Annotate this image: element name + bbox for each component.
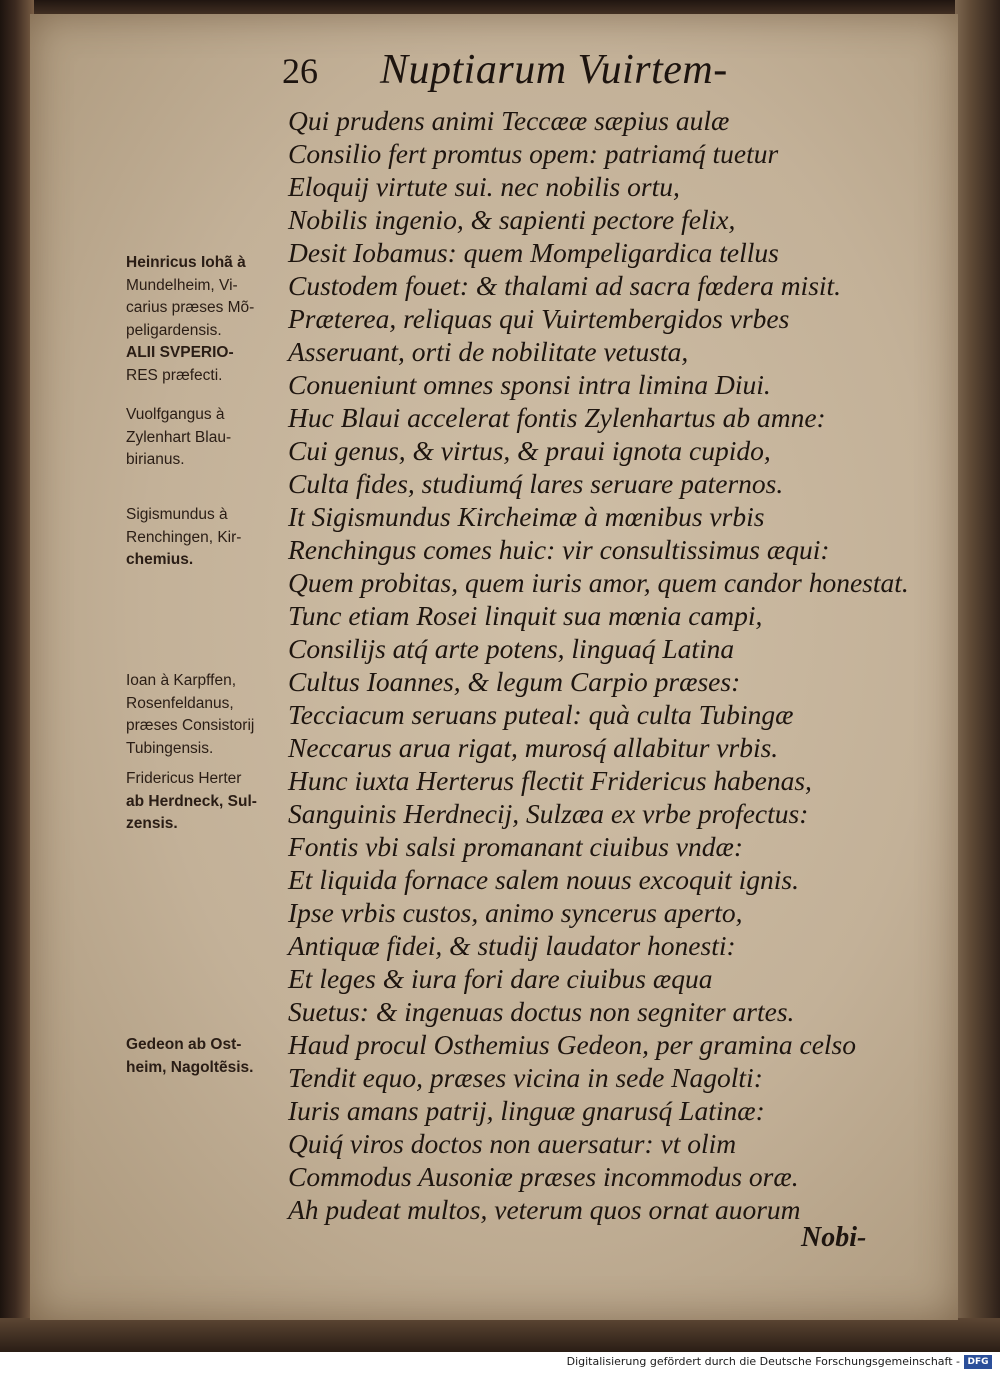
marginal-note-line: Mundelheim, Vi-: [126, 276, 238, 294]
marginal-note-line: præses Consistorij: [126, 717, 255, 734]
verse-line: Præterea, reliquas qui Vuirtembergidos vrbes: [288, 303, 790, 334]
verse-line: Et leges & iura fori dare ciuibus æqua: [288, 963, 713, 994]
verse-line: Asseruant, orti de nobilitate vetusta,: [288, 336, 689, 367]
marginal-note-line: Ioan à Karpffen,: [126, 672, 237, 689]
marginal-note-line: RES præfecti.: [126, 366, 223, 384]
marginal-note-line: heim, Nagoltẽsis.: [126, 1058, 254, 1076]
verse-line: Ipse vrbis custos, animo syncerus aperto,: [288, 897, 743, 928]
marginal-note-line: carius præses Mõ-: [126, 299, 255, 316]
marginal-note-line: Fridericus Herter: [126, 770, 242, 787]
verse-line: Quiq́ viros doctos non auersatur: vt olim: [288, 1128, 737, 1159]
catchword: Nobi-: [801, 1222, 867, 1253]
funding-credit: Digitalisierung gefördert durch die Deutsche Forschungsgemeinschaft -: [566, 1355, 960, 1368]
page-number: 26: [282, 51, 318, 91]
verse-line: Haud procul Osthemius Gedeon, per gramina celso: [288, 1029, 857, 1060]
marginal-note-alii-superiores: [126, 342, 291, 387]
verse-line: Iuris amans patrij, linguæ gnarusq́ Latinæ:: [288, 1095, 765, 1126]
verse-line: Neccarus arua rigat, murosq́ allabitur vrbis.: [288, 732, 779, 763]
verse-line: Tendit equo, præses vicina in sede Nagolti:: [288, 1062, 763, 1093]
marginal-note-line: ab Herdneck, Sul-: [126, 792, 257, 810]
verse-line: Quem probitas, quem iuris amor, quem candor honestat.: [288, 567, 909, 598]
verse-line: Tecciacum seruans puteal: quà culta Tubingæ: [288, 699, 794, 730]
dfg-logo-icon: DFG: [964, 1355, 992, 1369]
marginal-note-line: chemius.: [126, 551, 194, 568]
running-head: Nuptiarum Vuirtem-: [380, 47, 728, 93]
marginal-note-line: Rosenfeldanus,: [126, 694, 234, 712]
marginal-note-line: Gedeon ab Ost-: [126, 1036, 242, 1053]
marginal-note-line: Vuolfgangus à: [126, 406, 225, 423]
verse-line: Fontis vbi salsi promanant ciuibus vndæ:: [288, 831, 744, 862]
page-header: [282, 46, 802, 100]
digitization-footer: [0, 1352, 1000, 1373]
verse-line: Consilijs atq́ arte potens, linguaq́ Latina: [288, 633, 735, 664]
scan-frame-left: [0, 0, 34, 1352]
verse-line: Eloquij virtute sui. nec nobilis ortu,: [288, 171, 680, 202]
verse-line: Cui genus, & virtus, & praui ignota cupido,: [288, 435, 771, 466]
verse-line: Huc Blaui accelerat fontis Zylenhartus ab amne:: [288, 402, 826, 433]
marginal-note-line: Sigismundus à: [126, 506, 228, 523]
marginal-note-line: Tubingensis.: [126, 739, 214, 757]
marginal-note-ioan: [126, 670, 291, 760]
verse-line: Desit Iobamus: quem Mompeligardica tellus: [288, 237, 779, 268]
verse-line: Conueniunt omnes sponsi intra limina Diui.: [288, 369, 771, 400]
verse-line: Antiquæ fidei, & studij laudator honesti:: [288, 930, 736, 961]
marginal-note-sigismundus: [126, 504, 291, 572]
marginal-note-line: peligardensis.: [126, 321, 222, 339]
marginal-note-vuolfgangus: [126, 404, 291, 472]
verse-line: Renchingus comes huic: vir consultissimus æqui:: [288, 534, 830, 565]
verse-block: [288, 104, 928, 1226]
verse-line: Tunc etiam Rosei linquit sua mœnia campi,: [288, 600, 763, 631]
verse-line: Consilio fert promtus opem: patriamq́ tuetur: [288, 138, 779, 169]
verse-line: It Sigismundus Kircheimæ à mœnibus vrbis: [288, 501, 765, 532]
verse-line: Ah pudeat multos, veterum quos ornat auorum: [288, 1194, 801, 1225]
scan-frame-bottom: [0, 1318, 1000, 1352]
verse-line: Cultus Ioannes, & legum Carpio præses:: [288, 666, 741, 697]
verse-line: Suetus: & ingenuas doctus non segniter artes.: [288, 996, 795, 1027]
verse-line: Sanguinis Herdnecij, Sulzæa ex vrbe profectus:: [288, 798, 809, 829]
marginal-note-line: Zylenhart Blau-: [126, 428, 232, 446]
verse-line: Hunc iuxta Herterus flectit Fridericus habenas,: [288, 765, 812, 796]
marginal-note-heinricus: [126, 252, 291, 342]
marginal-note-line: birianus.: [126, 451, 185, 468]
verse-line: Commodus Ausoniæ præses incommodus oræ.: [288, 1161, 799, 1192]
verse-line: Culta fides, studiumq́ lares seruare paternos.: [288, 468, 784, 499]
marginal-note-fridericus: [126, 768, 291, 836]
marginal-note-gedeon: [126, 1034, 291, 1079]
verse-line: Et liquida fornace salem nouus excoquit ignis.: [288, 864, 799, 895]
verse-line: Custodem fouet: & thalami ad sacra fœdera misit.: [288, 270, 842, 301]
marginal-note-line: Heinricus Iohã à: [126, 254, 246, 271]
marginal-note-line: Renchingen, Kir-: [126, 528, 242, 546]
marginal-note-line: zensis.: [126, 815, 178, 832]
marginal-note-line: ALII SVPERIO-: [126, 344, 234, 361]
scan-frame-right: [955, 0, 1000, 1352]
verse-line: Qui prudens animi Teccææ sæpius aulæ: [288, 105, 730, 136]
verse-line: Nobilis ingenio, & sapienti pectore felix,: [288, 204, 736, 235]
